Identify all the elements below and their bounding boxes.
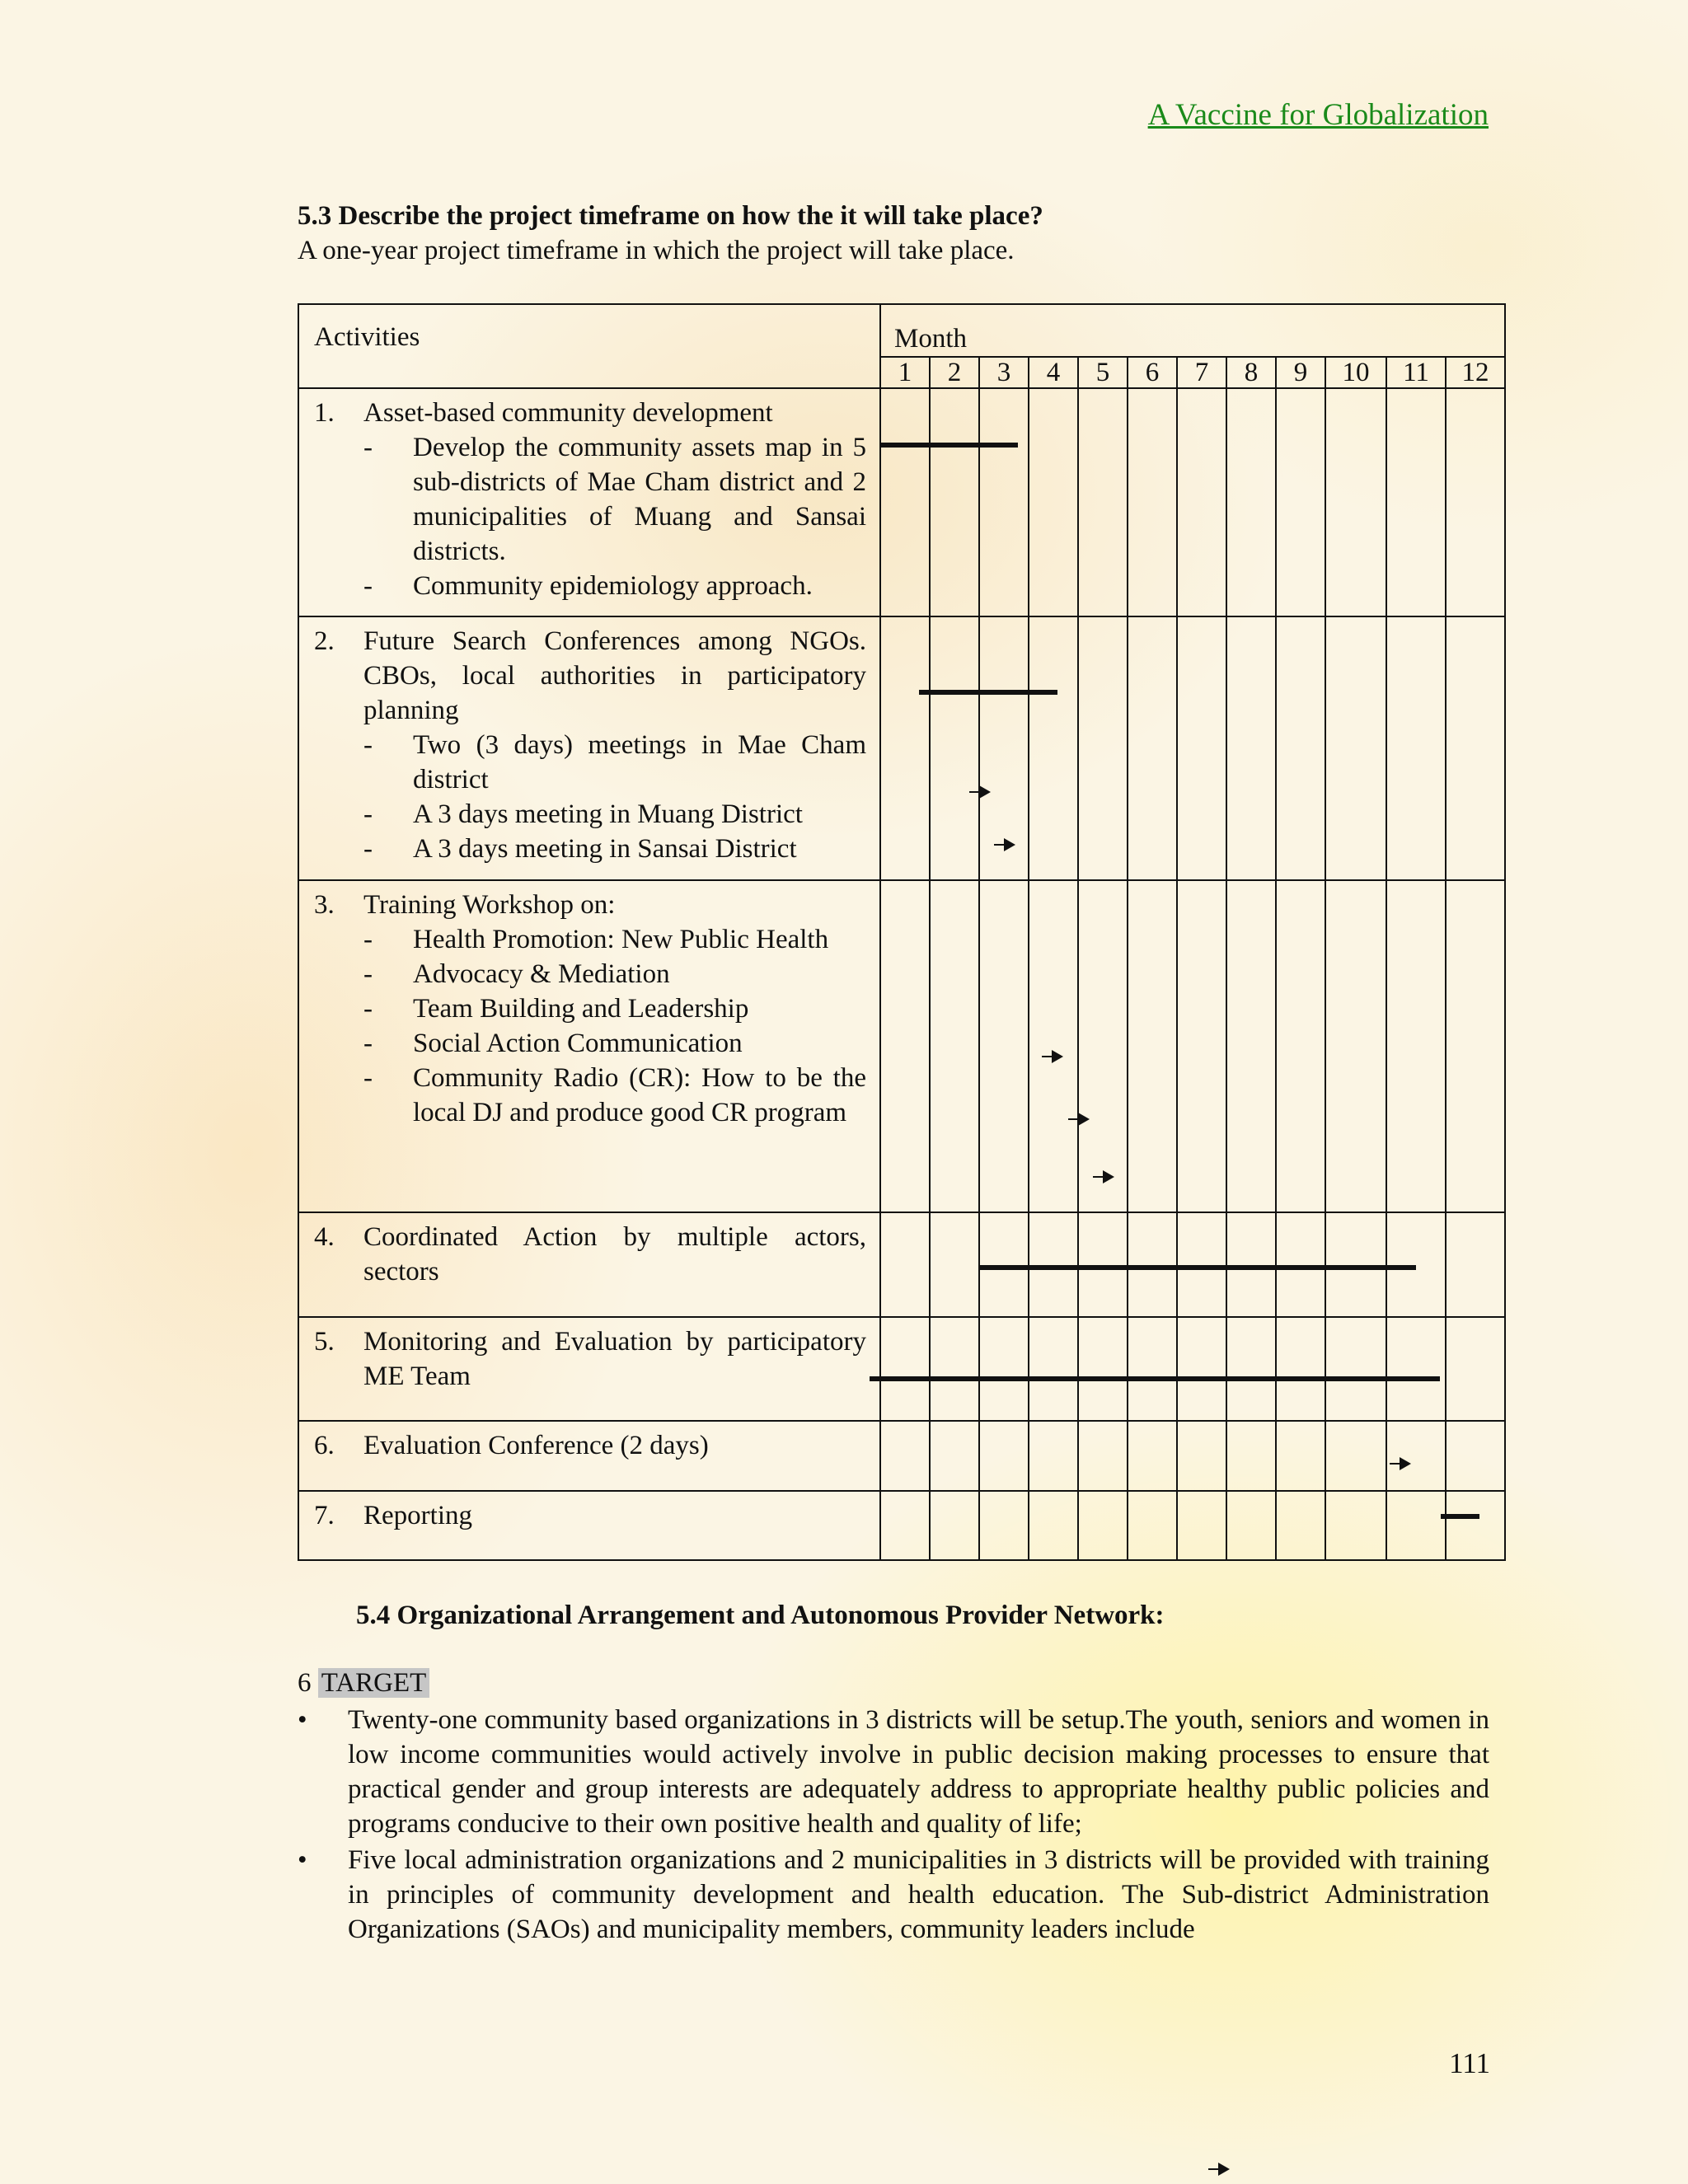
- sub-activity: Two (3 days) meetings in Mae Cham district: [413, 730, 866, 795]
- month-cell: [1177, 1421, 1226, 1490]
- activity-title: Asset-based community development: [363, 398, 773, 429]
- month-cell: [930, 880, 979, 1213]
- month-cell: [1128, 388, 1177, 616]
- month-cell: [1029, 388, 1078, 616]
- month-cell: [1276, 1212, 1325, 1316]
- month-cell: [1128, 880, 1177, 1213]
- activity-cell: [298, 1212, 880, 1316]
- month-cell: [1177, 1212, 1226, 1316]
- activity-number: 3.: [314, 889, 335, 920]
- month-cell: [1325, 1421, 1386, 1490]
- month-cell: [1078, 1212, 1128, 1316]
- month-cell: [979, 616, 1029, 879]
- sub-item-dash: -: [363, 958, 373, 989]
- month-cell: [1128, 1212, 1177, 1316]
- activity-number: 2.: [314, 626, 335, 657]
- page-number: 111: [1449, 2047, 1490, 2079]
- activity-row: [298, 1212, 1505, 1316]
- month-cell: [1128, 616, 1177, 879]
- section-6-title: TARGET: [318, 1668, 430, 1698]
- month-cell: [1276, 616, 1325, 879]
- month-cell: [1446, 1212, 1505, 1316]
- section-5-4-heading: 5.4 Organizational Arrangement and Autonomous Provider Network:: [356, 1601, 1165, 1630]
- month-cell: [1078, 880, 1128, 1213]
- month-cell: [1386, 1317, 1446, 1421]
- month-cell: [1276, 388, 1325, 616]
- month-cell: [1078, 1491, 1128, 1560]
- month-cell: [1446, 1491, 1505, 1560]
- month-cell: [930, 1491, 979, 1560]
- month-cell: [1446, 1317, 1505, 1421]
- month-cell: [1029, 1491, 1078, 1560]
- month-cell: [979, 1317, 1029, 1421]
- month-cell: [1226, 388, 1276, 616]
- month-cell: [1386, 616, 1446, 879]
- running-title[interactable]: A Vaccine for Globalization: [1147, 98, 1489, 132]
- month-cell: [880, 880, 930, 1213]
- month-6: 6: [1128, 357, 1177, 388]
- timeline-table: [298, 303, 1506, 1561]
- month-cell: [1177, 616, 1226, 879]
- section-5-3-subtitle: A one-year project timeframe in which the project will take place.: [298, 236, 1015, 265]
- sub-activity: Develop the community assets map in 5 sub-districts of Mae Cham district and 2 municipalities of Muang and Sansai districts.: [413, 433, 866, 567]
- month-cell: [1128, 1421, 1177, 1490]
- month-cell: [1325, 616, 1386, 879]
- month-9: 9: [1276, 357, 1325, 388]
- activity-title: Reporting: [363, 1500, 472, 1530]
- month-cell: [1446, 1421, 1505, 1490]
- month-cell: [930, 1421, 979, 1490]
- month-cell: [1177, 1317, 1226, 1421]
- target-list-item: [298, 1843, 1489, 1947]
- sub-item-dash: -: [363, 571, 373, 602]
- month-10: 10: [1325, 357, 1386, 388]
- month-cell: [1128, 1491, 1177, 1560]
- month-cell: [1325, 1317, 1386, 1421]
- section-5-3-heading: 5.3 Describe the project timeframe on how the it will take place?: [298, 201, 1043, 231]
- activities-header: Activities: [298, 304, 880, 388]
- month-cell: [1386, 1212, 1446, 1316]
- month-cell: [1276, 1317, 1325, 1421]
- month-cell: [1325, 1212, 1386, 1316]
- sub-item-dash: -: [363, 433, 373, 463]
- activity-title: Monitoring and Evaluation by participatory ME Team: [363, 1326, 866, 1391]
- activity-cell: [298, 1421, 880, 1490]
- month-header: Month: [880, 304, 1505, 357]
- month-cell: [979, 1491, 1029, 1560]
- month-cell: [1029, 880, 1078, 1213]
- month-cell: [1226, 880, 1276, 1213]
- month-4: 4: [1029, 357, 1078, 388]
- month-cell: [1226, 1421, 1276, 1490]
- month-cell: [1325, 880, 1386, 1213]
- sub-item-dash: -: [363, 993, 373, 1024]
- arrow-marker-icon: [1208, 2163, 1230, 2176]
- month-5: 5: [1078, 357, 1128, 388]
- month-cell: [1177, 1491, 1226, 1560]
- month-cell: [1226, 1212, 1276, 1316]
- activity-row: [298, 1491, 1505, 1560]
- sub-item-dash: -: [363, 1062, 373, 1093]
- month-cell: [930, 616, 979, 879]
- bullet-icon: •: [298, 1845, 307, 1875]
- month-cell: [880, 1317, 930, 1421]
- month-cell: [1078, 1317, 1128, 1421]
- month-3: 3: [979, 357, 1029, 388]
- sub-item-dash: -: [363, 799, 373, 830]
- month-cell: [1325, 1491, 1386, 1560]
- month-12: 12: [1446, 357, 1505, 388]
- month-cell: [1386, 880, 1446, 1213]
- activity-number: 6.: [314, 1431, 335, 1461]
- target-list-item: [298, 1703, 1489, 1841]
- month-cell: [1276, 1421, 1325, 1490]
- sub-item-dash: -: [363, 834, 373, 865]
- sub-activity: Team Building and Leadership: [413, 993, 749, 1024]
- activity-row: [298, 616, 1505, 879]
- activity-number: 5.: [314, 1326, 335, 1357]
- bullet-icon: •: [298, 1705, 307, 1735]
- activity-row: [298, 880, 1505, 1213]
- activity-row: [298, 1317, 1505, 1421]
- month-cell: [1078, 1421, 1128, 1490]
- activity-number: 4.: [314, 1222, 335, 1253]
- sub-activity: Health Promotion: New Public Health: [413, 924, 829, 954]
- sub-activity: Advocacy & Mediation: [413, 958, 670, 989]
- month-cell: [1446, 616, 1505, 879]
- month-cell: [880, 388, 930, 616]
- activity-number: 1.: [314, 398, 335, 429]
- activity-cell: [298, 1491, 880, 1560]
- month-1: 1: [880, 357, 930, 388]
- target-text: Twenty-one community based organizations in 3 districts will be setup.The youth, seniors and women in low income communities would actively involve in public decision making processes to ensure that practical gender and group interests are adequately address to appropriate healthy public policies and programs conducive to their own positive health and quality of life;: [348, 1705, 1489, 1839]
- sub-activity: Social Action Communication: [413, 1028, 743, 1058]
- activity-number: 7.: [314, 1500, 335, 1530]
- sub-activity: Community Radio (CR): How to be the local DJ and produce good CR program: [413, 1062, 866, 1127]
- month-cell: [930, 1317, 979, 1421]
- activity-title: Training Workshop on:: [363, 889, 616, 920]
- activity-title: Coordinated Action by multiple actors, sectors: [363, 1222, 866, 1287]
- activity-row: [298, 388, 1505, 616]
- month-cell: [1177, 388, 1226, 616]
- month-cell: [1177, 880, 1226, 1213]
- month-cell: [1078, 388, 1128, 616]
- sub-activity: Community epidemiology approach.: [413, 571, 813, 602]
- month-cell: [1446, 880, 1505, 1213]
- month-cell: [1029, 616, 1078, 879]
- month-cell: [880, 1421, 930, 1490]
- month-11: 11: [1386, 357, 1446, 388]
- month-cell: [1226, 616, 1276, 879]
- sub-activity: A 3 days meeting in Muang District: [413, 799, 803, 830]
- activity-cell: [298, 1317, 880, 1421]
- target-list: [298, 1703, 1489, 1948]
- activity-row: [298, 1421, 1505, 1490]
- month-cell: [1276, 880, 1325, 1213]
- month-8: 8: [1226, 357, 1276, 388]
- activity-cell: [298, 616, 880, 879]
- sub-item-dash: -: [363, 924, 373, 954]
- month-cell: [1276, 1491, 1325, 1560]
- month-cell: [1386, 388, 1446, 616]
- month-cell: [1029, 1212, 1078, 1316]
- target-text: Five local administration organizations and 2 municipalities in 3 districts will be provided with training in principles of community development and health education. The Sub-district Administration Organizations (SAOs) and municipality members, community leaders include: [348, 1845, 1489, 1944]
- month-cell: [880, 1491, 930, 1560]
- month-cell: [979, 1421, 1029, 1490]
- month-cell: [1029, 1421, 1078, 1490]
- month-7: 7: [1177, 357, 1226, 388]
- month-2: 2: [930, 357, 979, 388]
- month-cell: [1078, 616, 1128, 879]
- sub-activity: A 3 days meeting in Sansai District: [413, 834, 797, 865]
- month-cell: [1226, 1317, 1276, 1421]
- month-cell: [1226, 1491, 1276, 1560]
- activity-cell: [298, 388, 880, 616]
- month-cell: [930, 388, 979, 616]
- month-cell: [1386, 1421, 1446, 1490]
- sub-item-dash: -: [363, 730, 373, 761]
- month-cell: [1446, 388, 1505, 616]
- month-cell: [979, 880, 1029, 1213]
- month-cell: [1128, 1317, 1177, 1421]
- section-6-number: 6: [298, 1668, 312, 1698]
- month-cell: [880, 616, 930, 879]
- month-cell: [1386, 1491, 1446, 1560]
- month-cell: [1029, 1317, 1078, 1421]
- month-cell: [979, 1212, 1029, 1316]
- activity-title: Future Search Conferences among NGOs. CBOs, local authorities in participatory planning: [363, 626, 866, 726]
- month-cell: [1325, 388, 1386, 616]
- month-cell: [930, 1212, 979, 1316]
- section-6-heading: [298, 1668, 429, 1699]
- activity-cell: [298, 880, 880, 1213]
- sub-item-dash: -: [363, 1028, 373, 1058]
- month-cell: [979, 388, 1029, 616]
- activity-title: Evaluation Conference (2 days): [363, 1431, 709, 1461]
- month-cell: [880, 1212, 930, 1316]
